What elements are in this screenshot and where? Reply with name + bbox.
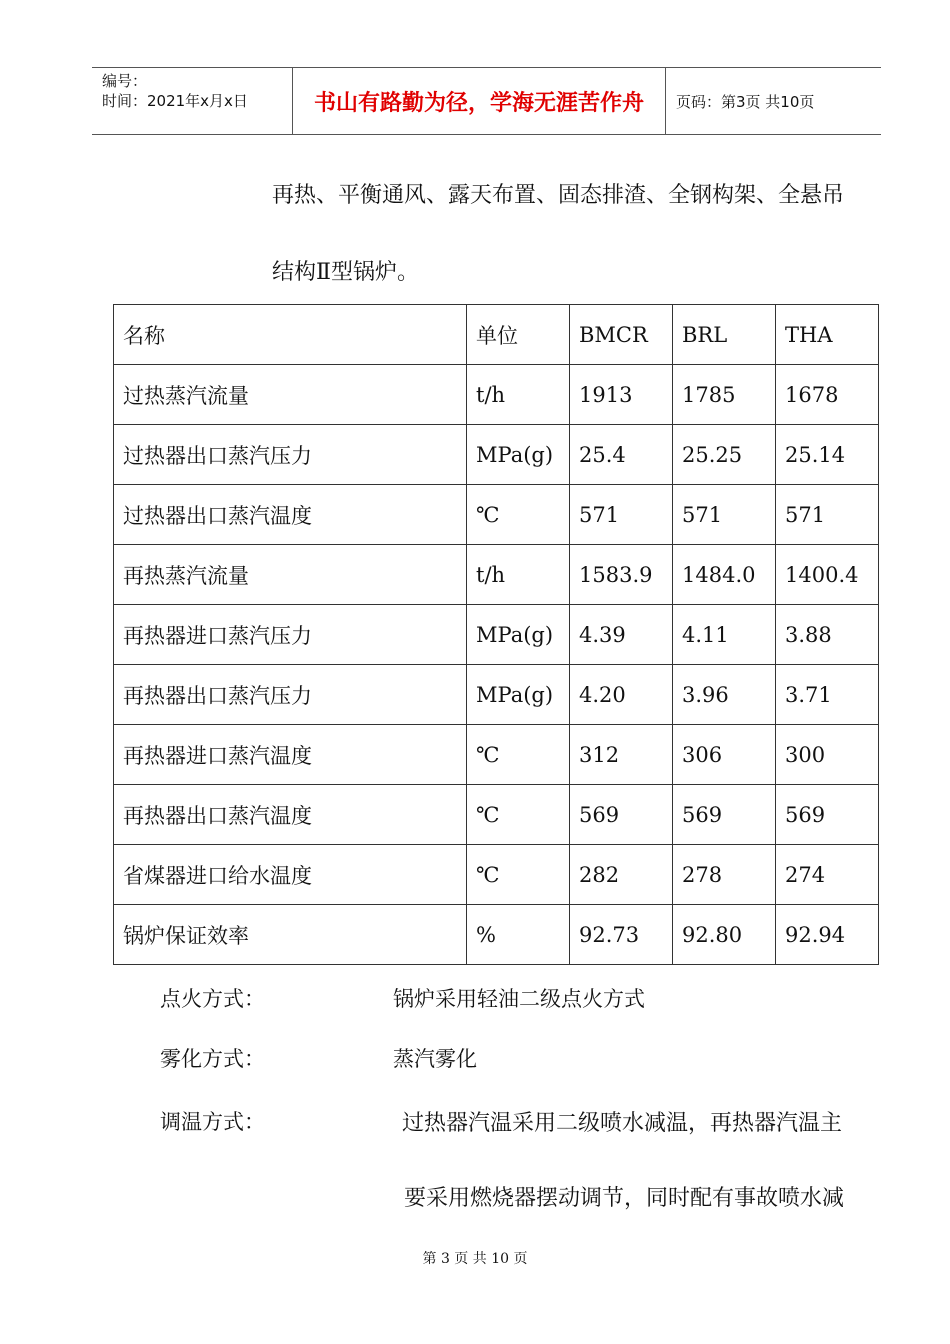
cell-unit: ℃ <box>467 845 570 905</box>
header-motto: 书山有路勤为径，学海无涯苦作舟 <box>293 68 666 134</box>
cell-tha: 1400.4 <box>776 545 879 605</box>
table-row <box>114 365 879 425</box>
cell-bmcr: BMCR <box>570 305 673 365</box>
cell-brl: 25.25 <box>673 425 776 485</box>
cell-tha: 300 <box>776 725 879 785</box>
cell-name: 再热蒸汽流量 <box>114 545 467 605</box>
cell-name: 名称 <box>114 305 467 365</box>
cell-brl: 569 <box>673 785 776 845</box>
intro-line-2: 结构Ⅱ型锅炉。 <box>272 260 419 285</box>
atomize-label: 雾化方式： <box>160 1047 265 1071</box>
cell-unit: t/h <box>467 545 570 605</box>
cell-unit: MPa(g) <box>467 665 570 725</box>
cell-bmcr: 4.39 <box>570 605 673 665</box>
cell-brl: 92.80 <box>673 905 776 965</box>
cell-bmcr: 1583.9 <box>570 545 673 605</box>
cell-bmcr: 25.4 <box>570 425 673 485</box>
ignition-label: 点火方式： <box>160 987 265 1011</box>
temp-label: 调温方式： <box>160 1110 265 1134</box>
boiler-spec-table <box>113 304 879 965</box>
table-row <box>114 605 879 665</box>
cell-bmcr: 4.20 <box>570 665 673 725</box>
cell-name: 再热器进口蒸汽温度 <box>114 725 467 785</box>
cell-tha: THA <box>776 305 879 365</box>
code-label: 编号： <box>102 72 148 90</box>
cell-name: 省煤器进口给水温度 <box>114 845 467 905</box>
cell-bmcr: 569 <box>570 785 673 845</box>
cell-brl: 1484.0 <box>673 545 776 605</box>
cell-brl: 571 <box>673 485 776 545</box>
cell-brl: 306 <box>673 725 776 785</box>
cell-bmcr: 571 <box>570 485 673 545</box>
header-meta <box>92 68 293 134</box>
cell-bmcr: 282 <box>570 845 673 905</box>
cell-name: 锅炉保证效率 <box>114 905 467 965</box>
cell-name: 过热蒸汽流量 <box>114 365 467 425</box>
time-label: 时间：2021年x月x日 <box>102 92 248 110</box>
table-header-row <box>114 305 879 365</box>
ignition-value: 锅炉采用轻油二级点火方式 <box>393 987 645 1011</box>
spec-table-body <box>114 305 879 965</box>
cell-tha: 569 <box>776 785 879 845</box>
cell-brl: 4.11 <box>673 605 776 665</box>
cell-tha: 92.94 <box>776 905 879 965</box>
page-footer: 第 3 页 共 10 页 <box>422 1251 528 1267</box>
cell-name: 再热器进口蒸汽压力 <box>114 605 467 665</box>
table-row <box>114 785 879 845</box>
cell-unit: MPa(g) <box>467 425 570 485</box>
table-row <box>114 845 879 905</box>
cell-unit: ℃ <box>467 485 570 545</box>
table-row <box>114 905 879 965</box>
cell-unit: t/h <box>467 365 570 425</box>
cell-unit: % <box>467 905 570 965</box>
cell-unit: MPa(g) <box>467 605 570 665</box>
cell-tha: 571 <box>776 485 879 545</box>
cell-name: 过热器出口蒸汽温度 <box>114 485 467 545</box>
intro-line-1: 再热、平衡通风、露天布置、固态排渣、全钢构架、全悬吊 <box>272 183 845 208</box>
cell-brl: 3.96 <box>673 665 776 725</box>
temp-value-line-2: 要采用燃烧器摆动调节，同时配有事故喷水减 <box>404 1186 845 1211</box>
cell-tha: 1678 <box>776 365 879 425</box>
cell-name: 再热器出口蒸汽压力 <box>114 665 467 725</box>
cell-tha: 3.71 <box>776 665 879 725</box>
cell-brl: 1785 <box>673 365 776 425</box>
cell-tha: 25.14 <box>776 425 879 485</box>
cell-unit: 单位 <box>467 305 570 365</box>
cell-brl: BRL <box>673 305 776 365</box>
cell-tha: 3.88 <box>776 605 879 665</box>
cell-unit: ℃ <box>467 725 570 785</box>
cell-bmcr: 1913 <box>570 365 673 425</box>
atomize-value: 蒸汽雾化 <box>393 1047 477 1071</box>
header-page-label: 页码：第3页 共10页 <box>676 92 815 111</box>
temp-value-line-1: 过热器汽温采用二级喷水减温，再热器汽温主 <box>402 1111 843 1136</box>
cell-bmcr: 312 <box>570 725 673 785</box>
cell-brl: 278 <box>673 845 776 905</box>
cell-tha: 274 <box>776 845 879 905</box>
cell-unit: ℃ <box>467 785 570 845</box>
table-row <box>114 485 879 545</box>
cell-name: 再热器出口蒸汽温度 <box>114 785 467 845</box>
table-row <box>114 665 879 725</box>
table-row <box>114 425 879 485</box>
cell-name: 过热器出口蒸汽压力 <box>114 425 467 485</box>
page-header <box>92 67 881 135</box>
cell-bmcr: 92.73 <box>570 905 673 965</box>
table-row <box>114 725 879 785</box>
table-row <box>114 545 879 605</box>
